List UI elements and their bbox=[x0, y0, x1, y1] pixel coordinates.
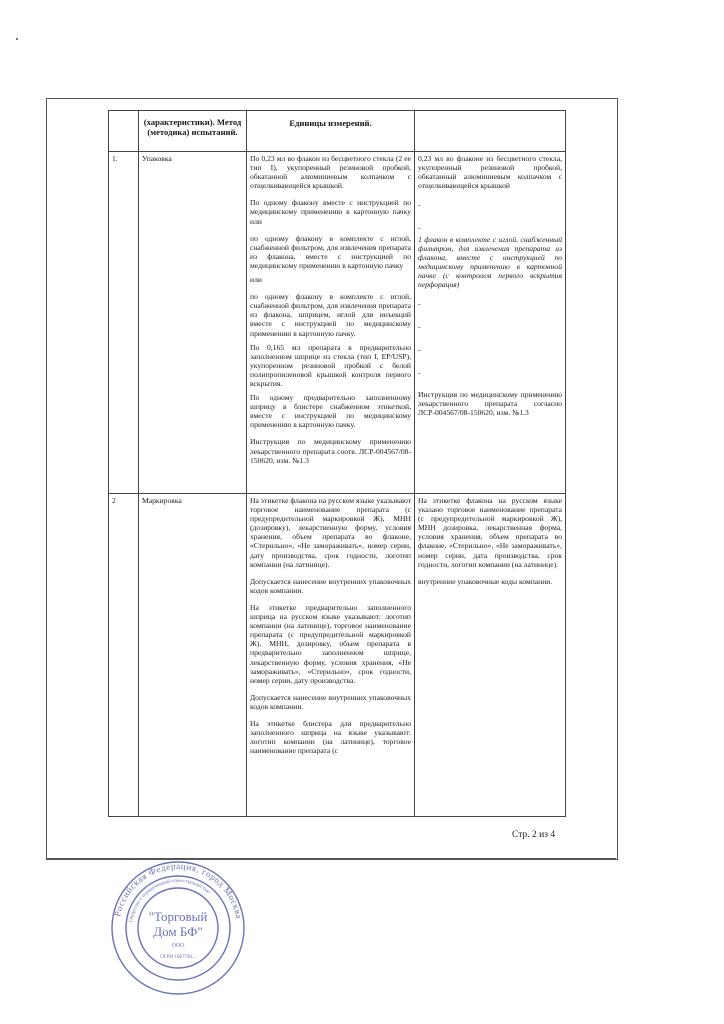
seal-outer-text: Российская Федерация, город Москва bbox=[112, 860, 245, 920]
row-name: Упаковка bbox=[139, 152, 247, 494]
changes-table bbox=[108, 110, 566, 817]
paragraph: или bbox=[250, 275, 262, 285]
paragraph: по одному флакону в комплекте с иглой, снабженной фильтром, для извлечения препарата из флакона, вместе с инструкцией по медицинскому применению в картонную пачку bbox=[250, 233, 411, 270]
paragraph: Допускается нанесение внутренних упаковочных кодов компании. bbox=[250, 576, 411, 595]
page-number: Стр. 2 из 4 bbox=[512, 830, 556, 840]
paragraph: Инструкция по медицинскому применению лекарственного препарата соотв. ЛСР-004567/08-150620, изм. №1.3 bbox=[250, 437, 411, 465]
paragraph: По 0,23 мл во флакон из бесцветного стекла (2 ее тип I), укупоренный резиновой пробкой, обкатанной алюминиевым колпачком с отщелкивающейся крышкой. bbox=[250, 154, 411, 191]
paragraph: На этикетке флакона на русском языке указано торговое наименование препарата (с предупредительной маркировкой Ж), МНН дозировка, лекарственная форма, условия хранения, объем препарата во флаконе, «Стерильно», «Не замораживать», номер серии, дата производства, срок годности, логотип компании (на латинице). bbox=[418, 496, 562, 569]
paragraph: На этикетке блистера для предварительно заполненного шприца на языке указывают: логотип компании (на латинице), торговое наименование препарата (с bbox=[250, 718, 411, 756]
paragraph: 0,23 мл во флаконе из бесцветного стекла, укупоренный резиновой пробкой, обкатанный алюминиевым колпачком с отщелкивающейся крышкой bbox=[418, 154, 562, 191]
table-row bbox=[109, 493, 565, 817]
row-number: 2 bbox=[109, 494, 139, 817]
dash-marker: - bbox=[418, 223, 421, 233]
paragraph: На этикетке флакона на русском языке указывают торговое наименование препарата (с предупредительной маркировкой Ж), МНН (дозировку), лекарственную форму, условия хранения, объем препарата во флаконе, «Стерильно», «Не замораживать», номер серии, дату производства, срок годности, логотип компании (на латинице). bbox=[250, 496, 411, 569]
row-new-text bbox=[415, 494, 565, 817]
seal-center-line1: "Торговый bbox=[148, 909, 208, 924]
paragraph: По одному предварительно заполненному шприцу в блистере снабженном этикеткой, вместе с инструкцией по медицинскому применению в картонную пачку. bbox=[250, 393, 411, 430]
seal-center-line2: Дом БФ" bbox=[153, 924, 203, 939]
paragraph: По одному флакону вместе с инструкцией по медицинскому применению в картонную пачку или bbox=[250, 198, 411, 226]
paragraph: 1 флакон в комплекте с иглой, снабженный фильтром, для извлечения препарата из флакона, вместе с инструкцией по медицинскому применению в картонной пачке (с контролем первого вскрытия перфорация) bbox=[418, 234, 562, 290]
dash-marker: - bbox=[418, 345, 421, 355]
dash-marker: - bbox=[418, 200, 421, 210]
dash-marker: - bbox=[418, 299, 421, 309]
row-number: 1. bbox=[109, 152, 139, 494]
company-seal-icon bbox=[108, 858, 248, 998]
header-new-cell bbox=[415, 111, 565, 151]
paragraph: Инструкция по медицинскому применению лекарственного препарата согласно ЛСР-004567/08-150620, изм. №1.3 bbox=[418, 389, 562, 417]
seal-inner-text: Общество с ограниченной ответственностью bbox=[128, 877, 212, 923]
paragraph: по одному флакону в комплекте с иглой, снабженной фильтром, для извлечения препарата из флакона, шприцем, иглой для инъекций вместе с инструкцией по медицинскому применению в картонную пачку. bbox=[250, 292, 411, 338]
row-name: Маркировка bbox=[139, 494, 247, 817]
paragraph: На этикетке предварительно заполненного шприца на русском языке указывают: логотип компании (на латинице), торговое наименование препарата (с предупредительной маркировкой Ж), МНН, дозировку, объем препарата в предварительно заполненном шприце, лекарственную форму, условия хранения, «Не замораживать», «Стерильно», срок годности, номер серии, дату производства. bbox=[250, 602, 411, 685]
seal-bottom-text: ОГРН 1067746... bbox=[160, 955, 196, 960]
paragraph: По 0,165 мл препарата в предварительно заполненном шприце из стекла (тип I, EP/USP), укупоренном резиновой пробкой с белой полипропиленовой крышкой контроля первого вскрытия. bbox=[250, 342, 411, 388]
paragraph: внутренние упаковочные коды компании. bbox=[418, 576, 553, 586]
row-current-text bbox=[247, 494, 415, 817]
dash-marker: - bbox=[418, 322, 421, 332]
row-new-text bbox=[415, 152, 565, 494]
header-name-cell: (характеристики). Метод (методика) испытаний. bbox=[139, 111, 247, 151]
seal-small-line: ООО bbox=[171, 943, 185, 949]
dash-marker: - bbox=[418, 368, 421, 378]
row-current-text bbox=[247, 152, 415, 494]
header-units-cell: Единицы измерений. bbox=[247, 111, 415, 151]
header-num-cell bbox=[109, 111, 139, 151]
table-header-row bbox=[109, 111, 565, 151]
table-row bbox=[109, 151, 565, 494]
scan-speck bbox=[16, 38, 18, 40]
paragraph: Допускается нанесение внутренних упаковочных кодов компании. bbox=[250, 692, 411, 711]
